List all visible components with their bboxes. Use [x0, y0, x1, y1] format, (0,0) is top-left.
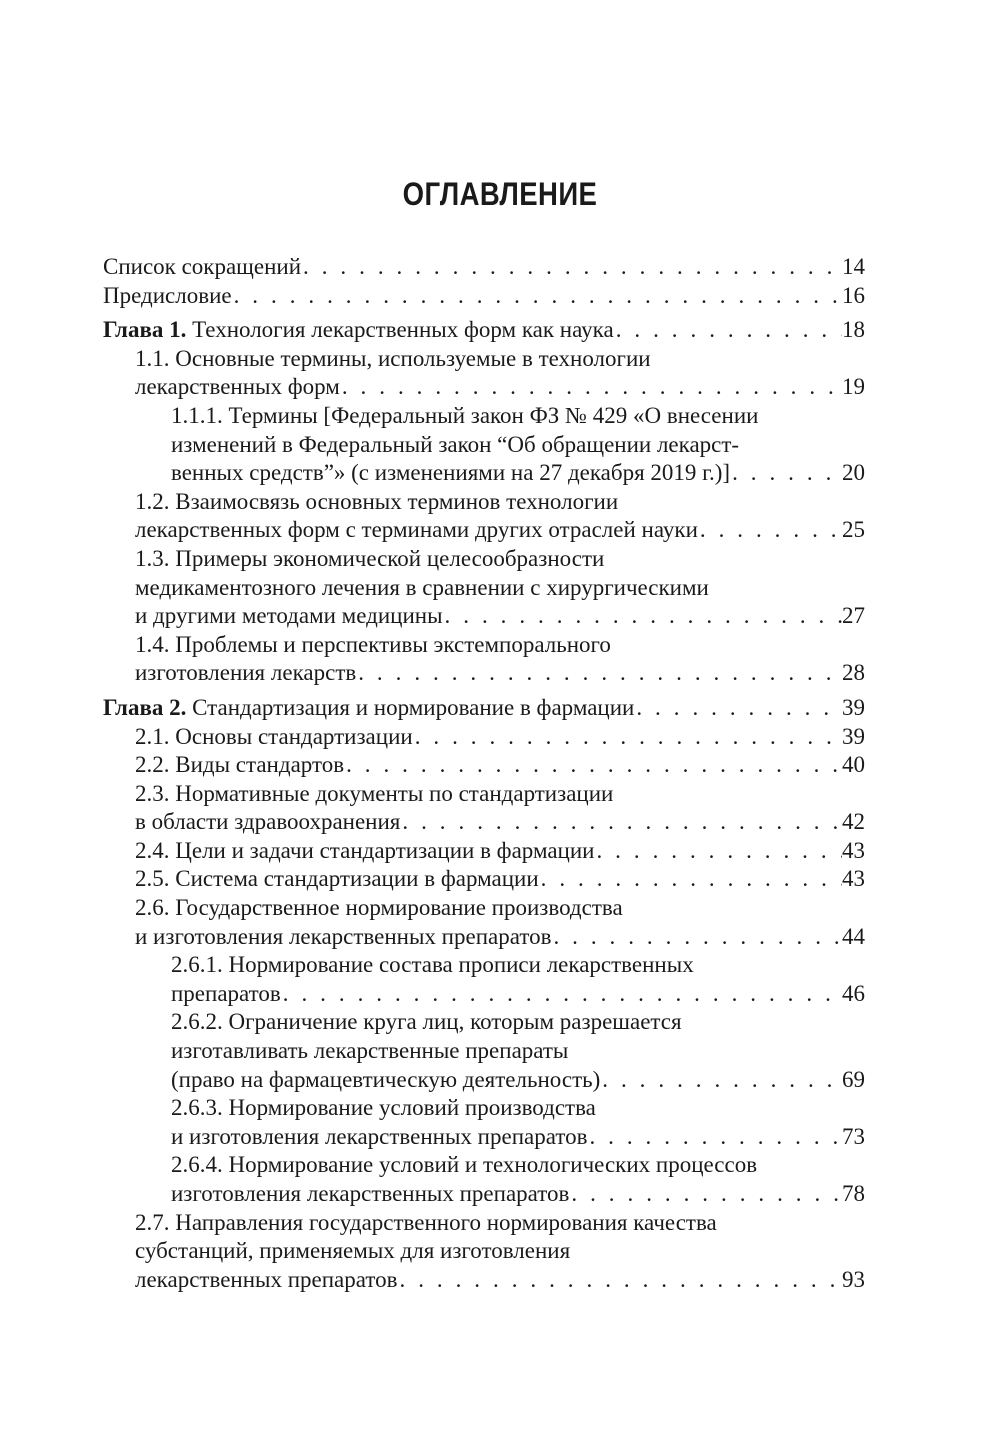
toc-entry — [103, 1209, 865, 1295]
toc-entry-line — [135, 488, 865, 517]
toc-entry — [103, 1008, 865, 1094]
toc-entry-text — [135, 923, 551, 952]
dot-leader — [232, 282, 842, 311]
toc-entry-text — [135, 659, 356, 688]
toc-entry-line — [171, 1094, 865, 1123]
toc-entry-line — [171, 459, 865, 488]
toc-entry-text — [171, 980, 281, 1009]
page-number: 44 — [842, 923, 865, 949]
page-number: 25 — [842, 517, 865, 543]
toc-entry-text — [103, 694, 634, 723]
toc-entry — [103, 694, 865, 723]
toc-entry-title: 2.5. Система стандартизации в фармации — [135, 866, 539, 892]
toc-entry-text — [171, 952, 694, 977]
dot-leader — [600, 1066, 842, 1095]
chapter-label: Глава 2. — [103, 694, 187, 720]
toc-entry-text — [135, 489, 618, 514]
toc-entry-text — [135, 373, 340, 402]
toc-entry-line — [103, 694, 865, 723]
toc-entry-text — [171, 432, 739, 457]
toc-entry-line — [135, 923, 865, 952]
toc-entry-title: лекарственных форм — [135, 374, 340, 400]
toc-entry-text — [171, 1066, 600, 1095]
toc-entry-line — [135, 723, 865, 752]
toc-entry-title: препаратов — [171, 980, 281, 1006]
toc-entry-line — [135, 780, 865, 809]
table-of-contents — [103, 253, 865, 1294]
chapter-label: Глава 1. — [103, 317, 187, 343]
toc-entry-title: Список сокращений — [103, 254, 302, 279]
toc-entry-text — [135, 632, 611, 657]
toc-entry-text — [135, 865, 539, 894]
toc-entry-title: и другими методами медицины — [135, 603, 443, 629]
toc-entry-line — [135, 602, 865, 631]
toc-entry — [103, 282, 865, 311]
toc-entry-line — [135, 865, 865, 894]
toc-entry-line — [171, 402, 865, 431]
page-number: 16 — [842, 282, 865, 308]
toc-entry-text — [171, 403, 758, 428]
page-number: 78 — [842, 1181, 865, 1206]
toc-entry-line — [103, 253, 865, 282]
toc-entry-line — [135, 894, 865, 923]
dot-leader — [344, 751, 842, 780]
toc-entry-text — [171, 1123, 587, 1152]
toc-entry-text — [103, 282, 232, 311]
toc-entry — [103, 545, 865, 631]
page-number: 73 — [842, 1123, 865, 1149]
toc-entry-line — [171, 1123, 865, 1152]
toc-entry-title: изготовления лекарств — [135, 660, 357, 686]
toc-entry-line — [171, 951, 865, 980]
toc-entry — [103, 894, 865, 951]
dot-leader — [413, 723, 842, 752]
dot-leader — [398, 1266, 843, 1295]
dot-leader — [569, 1180, 842, 1209]
toc-entry-title: и изготовления лекарственных препаратов — [135, 923, 552, 949]
toc-entry-text — [135, 808, 400, 837]
toc-entry-title: 2.1. Основы стандартизации — [135, 723, 413, 749]
toc-entry-title: изготавливать лекарственные препараты — [171, 1038, 569, 1064]
toc-entry — [103, 951, 865, 1008]
dot-leader — [551, 923, 842, 952]
toc-entry-title: в области здравоохранения — [135, 809, 401, 835]
toc-entry-line — [135, 345, 865, 374]
toc-entry-title: изменений в Федеральный закон “Об обращении лекарст- — [171, 431, 740, 457]
toc-entry-text — [171, 1009, 682, 1034]
page-number: 69 — [842, 1066, 865, 1092]
toc-entry-line — [135, 574, 865, 603]
toc-entry-title: 2.6.3. Нормирование условий производства — [171, 1095, 596, 1121]
dot-leader — [443, 602, 842, 631]
toc-entry-title: 2.3. Нормативные документы по стандартизации — [135, 780, 614, 806]
toc-entry-line — [171, 1066, 865, 1095]
toc-entry-title: 2.2. Виды стандартов — [135, 752, 345, 778]
page-number: 19 — [842, 374, 865, 400]
toc-entry — [103, 837, 865, 866]
toc-entry — [103, 316, 865, 345]
dot-leader — [730, 459, 842, 488]
page-number: 39 — [842, 723, 865, 749]
page-number: 46 — [842, 980, 865, 1006]
toc-entry-line — [135, 1209, 865, 1238]
toc-entry-title: 1.1.1. Термины [Федеральный закон ФЗ № 429 «О внесении — [171, 402, 759, 428]
toc-entry-line — [135, 1266, 865, 1295]
dot-leader — [340, 373, 842, 402]
toc-entry — [103, 1094, 865, 1151]
dot-leader — [281, 980, 842, 1009]
page-number: 40 — [842, 752, 865, 778]
dot-leader — [356, 659, 842, 688]
page-number: 14 — [842, 254, 865, 279]
toc-entry-line — [135, 516, 865, 545]
page-number: 27 — [842, 603, 865, 629]
page-number: 28 — [842, 660, 865, 686]
dot-leader — [301, 253, 842, 282]
toc-entry-text — [135, 1210, 717, 1235]
toc-entry — [103, 865, 865, 894]
toc-entry-title: Технология лекарственных форм как наука — [192, 317, 614, 343]
toc-entry-title: 1.4. Проблемы и перспективы экстемпорального — [135, 631, 611, 657]
toc-entry-title: 2.7. Направления государственного нормирования качества — [135, 1209, 717, 1235]
toc-entry-title: 2.6.1. Нормирование состава прописи лекарственных — [171, 952, 694, 978]
toc-entry-line — [103, 316, 865, 345]
toc-entry-text — [135, 546, 604, 571]
toc-entry-title: 2.6.4. Нормирование условий и технологических процессов — [171, 1152, 758, 1178]
toc-entry-text — [135, 1238, 570, 1263]
page-number: 18 — [842, 317, 865, 343]
toc-entry-title: изготовления лекарственных препаратов — [171, 1181, 570, 1206]
toc-entry-text — [135, 837, 594, 866]
toc-entry — [103, 780, 865, 837]
dot-leader — [539, 865, 842, 894]
toc-entry-line — [171, 1037, 865, 1066]
page-number: 42 — [842, 809, 865, 835]
toc-entry-text — [135, 751, 344, 780]
toc-entry — [103, 253, 865, 282]
toc-entry — [103, 402, 865, 488]
dot-leader — [698, 516, 842, 545]
toc-entry-text — [171, 1038, 568, 1063]
toc-entry-line — [135, 837, 865, 866]
toc-entry-title: 2.6. Государственное нормирование производства — [135, 895, 623, 921]
toc-entry-line — [171, 1180, 865, 1209]
toc-entry-text — [135, 602, 443, 631]
dot-leader — [587, 1123, 842, 1152]
toc-entry-line — [135, 751, 865, 780]
toc-entry — [103, 723, 865, 752]
toc-entry-text — [171, 1152, 757, 1177]
dot-leader — [400, 808, 842, 837]
toc-entry-line — [135, 808, 865, 837]
page-number: 43 — [842, 837, 865, 863]
dot-leader — [594, 837, 842, 866]
toc-entry-text — [135, 895, 623, 920]
toc-entry-line — [135, 545, 865, 574]
toc-entry — [103, 1151, 865, 1208]
toc-entry-text — [135, 346, 651, 371]
toc-entry-text — [171, 1180, 569, 1209]
toc-entry — [103, 631, 865, 688]
toc-entry-title: 1.2. Взаимосвязь основных терминов технологии — [135, 488, 619, 514]
toc-entry-text — [171, 459, 730, 488]
toc-entry-line — [103, 282, 865, 311]
toc-entry-text — [135, 516, 698, 545]
toc-entry-text — [135, 1266, 398, 1295]
toc-entry-title: 2.4. Цели и задачи стандартизации в фармации — [135, 837, 595, 863]
toc-entry-title: медикаментозного лечения в сравнении с хирургическими — [135, 574, 709, 600]
page-number: 43 — [842, 866, 865, 892]
toc-entry-title: 1.1. Основные термины, используемые в технологии — [135, 345, 651, 371]
toc-entry-text — [135, 781, 613, 806]
page-title: ОГЛАВЛЕНИЕ — [402, 176, 598, 212]
toc-entry-title: венных средств”» (с изменениями на 27 декабря 2019 г.)] — [171, 460, 731, 486]
toc-entry — [103, 751, 865, 780]
toc-entry-line — [135, 659, 865, 688]
toc-entry-title: субстанций, применяемых для изготовления — [135, 1238, 571, 1264]
toc-entry-line — [135, 1237, 865, 1266]
toc-entry-title: (право на фармацевтическую деятельность) — [171, 1066, 601, 1092]
page-number: 93 — [842, 1266, 865, 1292]
page-number: 39 — [842, 694, 865, 720]
toc-entry-title: 2.6.2. Ограничение круга лиц, которым разрешается — [171, 1009, 682, 1035]
toc-entry-title: 1.3. Примеры экономической целесообразности — [135, 545, 605, 571]
toc-entry-line — [171, 980, 865, 1009]
toc-entry-line — [135, 631, 865, 660]
toc-entry-text — [135, 723, 413, 752]
toc-entry-line — [171, 1151, 865, 1180]
toc-entry-text — [135, 575, 709, 600]
toc-entry-title: лекарственных препаратов — [135, 1266, 398, 1292]
page-number: 20 — [842, 460, 865, 486]
dot-leader — [634, 694, 842, 723]
toc-entry-line — [171, 1008, 865, 1037]
toc-entry-title: Стандартизация и нормирование в фармации — [192, 694, 635, 720]
toc-entry-title: Предисловие — [103, 282, 232, 308]
toc-entry — [103, 488, 865, 545]
toc-entry-line — [171, 431, 865, 460]
toc-entry-title: лекарственных форм с терминами других отраслей науки — [135, 517, 698, 543]
toc-entry-line — [135, 373, 865, 402]
dot-leader — [614, 316, 842, 345]
toc-entry — [103, 345, 865, 402]
toc-entry-text — [103, 253, 301, 282]
toc-entry-text — [103, 316, 614, 345]
toc-entry-text — [171, 1095, 596, 1120]
toc-entry-title: и изготовления лекарственных препаратов — [171, 1123, 588, 1149]
